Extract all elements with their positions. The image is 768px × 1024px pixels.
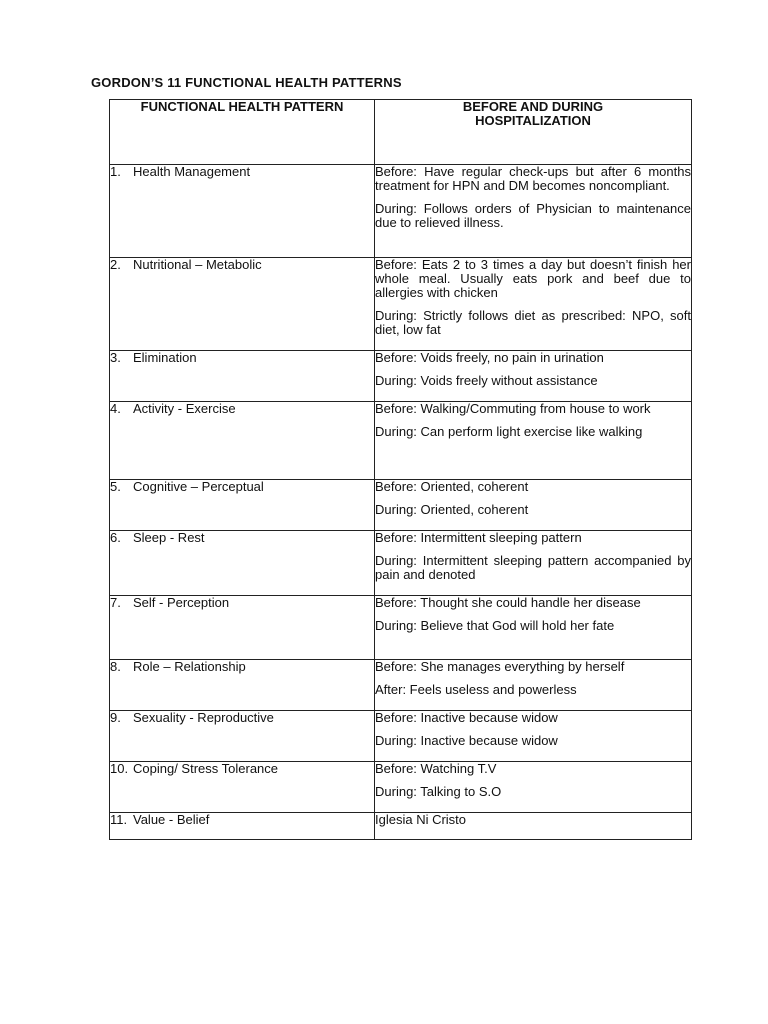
table-row [110,402,692,480]
table-row [110,711,692,762]
description-line: Before: She manages everything by herself [375,659,625,674]
functional-health-patterns-table [109,99,692,840]
pattern-number: 6. [110,530,121,545]
pattern-name: Sleep - Rest [133,530,205,545]
table-row [110,258,692,351]
description-line: Before: Intermittent sleeping pattern [375,530,582,545]
pattern-cell [110,351,375,402]
description-line: Before: Oriented, coherent [375,479,529,494]
description-cell [375,165,692,258]
pattern-cell [110,165,375,258]
table-row [110,596,692,660]
table-row [110,660,692,711]
description-cell [375,351,692,402]
pattern-cell [110,762,375,813]
header-before-during: BEFORE AND DURING HOSPITALIZATION [375,100,692,165]
pattern-number: 7. [110,595,121,610]
page-title: GORDON’S 11 FUNCTIONAL HEALTH PATTERNS [91,75,402,90]
description-line: During: Follows orders of Physician to maintenance due to relieved illness. [375,201,691,230]
pattern-number: 10. [110,761,129,776]
description-line: Before: Voids freely, no pain in urination [375,350,604,365]
pattern-name: Nutritional – Metabolic [133,257,262,272]
description-line: During: Talking to S.O [375,784,502,799]
description-line: During: Intermittent sleeping pattern accompanied by pain and denoted [375,553,691,582]
description-line: After: Feels useless and powerless [375,682,577,697]
pattern-name: Role – Relationship [133,659,246,674]
description-cell [375,596,692,660]
table-header-row [110,100,692,165]
pattern-cell [110,402,375,480]
description-cell [375,711,692,762]
pattern-cell [110,596,375,660]
description-line: During: Inactive because widow [375,733,558,748]
pattern-name: Sexuality - Reproductive [133,710,274,725]
description-line: During: Can perform light exercise like walking [375,424,643,439]
pattern-name: Activity - Exercise [133,401,236,416]
table-row [110,165,692,258]
pattern-name: Coping/ Stress Tolerance [133,761,279,776]
description-cell [375,258,692,351]
pattern-name: Cognitive – Perceptual [133,479,264,494]
pattern-number: 9. [110,710,121,725]
pattern-number: 2. [110,257,121,272]
description-cell [375,762,692,813]
description-cell [375,531,692,596]
description-line: Before: Walking/Commuting from house to work [375,401,651,416]
pattern-name: Value - Belief [133,812,210,827]
description-line: During: Voids freely without assistance [375,373,598,388]
pattern-cell [110,660,375,711]
pattern-name: Self - Perception [133,595,230,610]
table-row [110,351,692,402]
description-cell [375,813,692,840]
description-cell [375,480,692,531]
pattern-number: 11. [110,812,128,827]
pattern-cell [110,711,375,762]
pattern-cell [110,531,375,596]
description-cell [375,402,692,480]
table-row [110,531,692,596]
description-line: Before: Have regular check-ups but after 6 months treatment for HPN and DM becomes noncompliant. [375,164,691,193]
table-row [110,813,692,840]
pattern-cell [110,480,375,531]
pattern-name: Health Management [133,164,251,179]
description-line: During: Oriented, coherent [375,502,529,517]
pattern-name: Elimination [133,350,197,365]
table-row [110,480,692,531]
description-line: Iglesia Ni Cristo [375,812,467,827]
description-line: Before: Inactive because widow [375,710,558,725]
description-cell [375,660,692,711]
pattern-number: 3. [110,350,121,365]
header-pattern: FUNCTIONAL HEALTH PATTERN [110,100,375,165]
pattern-cell [110,258,375,351]
pattern-number: 4. [110,401,121,416]
description-line: Before: Thought she could handle her disease [375,595,641,610]
description-line: Before: Watching T.V [375,761,497,776]
pattern-number: 8. [110,659,121,674]
description-line: Before: Eats 2 to 3 times a day but doesn’t finish her whole meal. Usually eats pork and beef due to allergies with chicken [375,257,691,300]
pattern-cell [110,813,375,840]
table-row [110,762,692,813]
description-line: During: Believe that God will hold her fate [375,618,615,633]
pattern-number: 5. [110,479,121,494]
pattern-number: 1. [110,164,121,179]
description-line: During: Strictly follows diet as prescribed: NPO, soft diet, low fat [375,308,691,337]
